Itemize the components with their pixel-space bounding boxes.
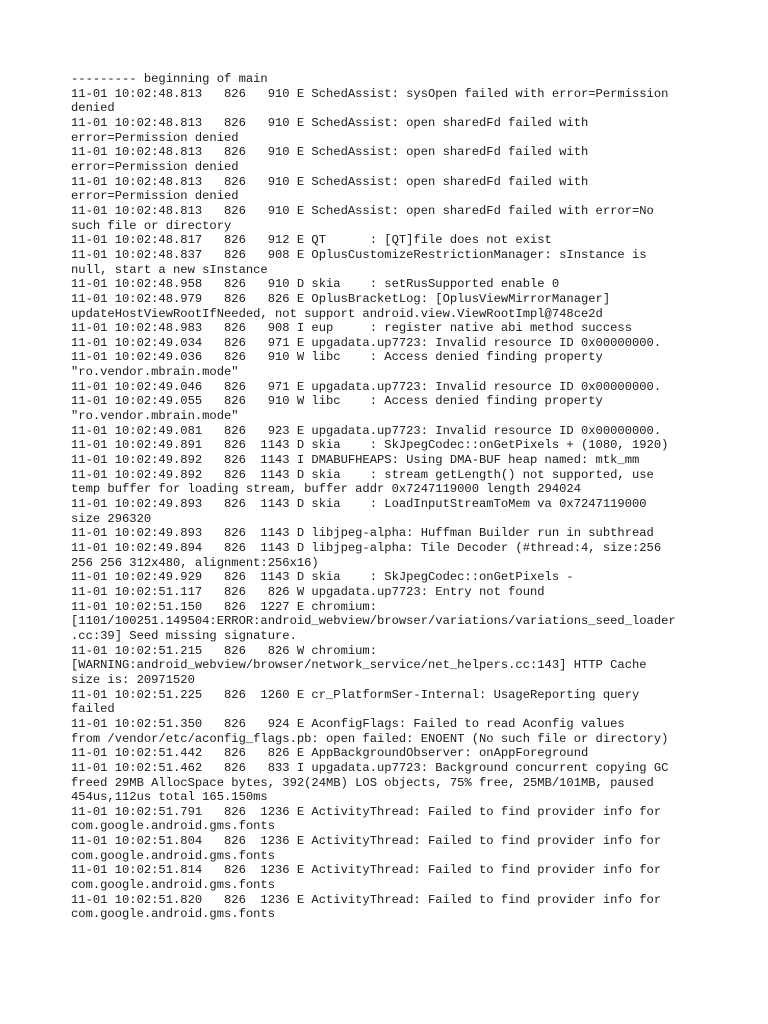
log-line: 11-01 10:02:48.813 826 910 E SchedAssist: sysOpen failed with error=Permission	[71, 86, 669, 101]
log-line: 11-01 10:02:48.979 826 826 E OplusBracketLog: [OplusViewMirrorManager]	[71, 291, 611, 306]
log-line: size 296320	[71, 511, 152, 526]
log-line: updateHostViewRootIfNeeded, not support android.view.ViewRootImpl@748ce2d	[71, 306, 603, 321]
log-line: com.google.android.gms.fonts	[71, 819, 275, 834]
log-line: 11-01 10:02:49.036 826 910 W libc : Access denied finding property	[71, 350, 603, 365]
log-line: 11-01 10:02:51.462 826 833 I upgadata.up7723: Background concurrent copying GC	[71, 760, 669, 775]
log-line: 11-01 10:02:48.817 826 912 E QT : [QT]file does not exist	[71, 233, 552, 248]
log-line: 11-01 10:02:49.081 826 923 E upgadata.up7723: Invalid resource ID 0x00000000.	[71, 423, 662, 438]
log-line: 11-01 10:02:49.034 826 971 E upgadata.up7723: Invalid resource ID 0x00000000.	[71, 335, 662, 350]
log-line: 11-01 10:02:49.892 826 1143 I DMABUFHEAPS: Using DMA-BUF heap named: mtk_mm	[71, 453, 640, 468]
log-line: size is: 20971520	[71, 672, 195, 687]
log-line: 11-01 10:02:51.150 826 1227 E chromium:	[71, 599, 377, 614]
log-line: 11-01 10:02:49.929 826 1143 D skia : SkJpegCodec::onGetPixels -	[71, 570, 574, 585]
log-line: freed 29MB AllocSpace bytes, 392(24MB) LOS objects, 75% free, 25MB/101MB, paused	[71, 775, 654, 790]
log-line: null, start a new sInstance	[71, 262, 268, 277]
log-line: 11-01 10:02:51.117 826 826 W upgadata.up7723: Entry not found	[71, 584, 545, 599]
log-line: [WARNING:android_webview/browser/network_service/net_helpers.cc:143] HTTP Cache	[71, 658, 647, 673]
log-line: 11-01 10:02:51.804 826 1236 E ActivityThread: Failed to find provider info for	[71, 834, 662, 849]
log-line: 11-01 10:02:49.892 826 1143 D skia : stream getLength() not supported, use	[71, 467, 654, 482]
log-line: error=Permission denied	[71, 159, 239, 174]
log-line: .cc:39] Seed missing signature.	[71, 628, 297, 643]
log-line: 11-01 10:02:51.225 826 1260 E cr_PlatformSer-Internal: UsageReporting query	[71, 687, 640, 702]
log-line: 11-01 10:02:49.893 826 1143 D skia : LoadInputStreamToMem va 0x7247119000	[71, 497, 647, 512]
log-line: error=Permission denied	[71, 130, 239, 145]
log-line: 11-01 10:02:51.814 826 1236 E ActivityThread: Failed to find provider info for	[71, 863, 662, 878]
log-line: 11-01 10:02:49.046 826 971 E upgadata.up7723: Invalid resource ID 0x00000000.	[71, 379, 662, 394]
log-line: 11-01 10:02:48.813 826 910 E SchedAssist: open sharedFd failed with error=No	[71, 203, 654, 218]
log-line: --------- beginning of main	[71, 72, 268, 86]
log-line: denied	[71, 101, 115, 116]
log-line: 11-01 10:02:51.791 826 1236 E ActivityThread: Failed to find provider info for	[71, 804, 662, 819]
log-line: 454us,112us total 165.150ms	[71, 790, 268, 805]
log-line: 11-01 10:02:48.813 826 910 E SchedAssist: open sharedFd failed with	[71, 115, 589, 130]
log-line: 11-01 10:02:49.893 826 1143 D libjpeg-alpha: Huffman Builder run in subthread	[71, 526, 654, 541]
log-line: 11-01 10:02:48.813 826 910 E SchedAssist: open sharedFd failed with	[71, 145, 589, 160]
log-document	[71, 72, 731, 922]
log-line: 11-01 10:02:49.055 826 910 W libc : Access denied finding property	[71, 394, 603, 409]
log-line: error=Permission denied	[71, 189, 239, 204]
log-line: [1101/100251.149504:ERROR:android_webview/browser/variations/variations_seed_loader	[71, 614, 676, 629]
log-line: from /vendor/etc/aconfig_flags.pb: open failed: ENOENT (No such file or directory)	[71, 731, 669, 746]
log-line: 11-01 10:02:48.813 826 910 E SchedAssist: open sharedFd failed with	[71, 174, 589, 189]
log-line: 11-01 10:02:51.820 826 1236 E ActivityThread: Failed to find provider info for	[71, 892, 662, 907]
log-line: 11-01 10:02:48.983 826 908 I eup : register native abi method success	[71, 321, 632, 336]
log-line: "ro.vendor.mbrain.mode"	[71, 365, 239, 380]
log-line: 256 256 312x480, alignment:256x16)	[71, 555, 319, 570]
log-line: 11-01 10:02:51.350 826 924 E AconfigFlags: Failed to read Aconfig values	[71, 716, 625, 731]
log-line: com.google.android.gms.fonts	[71, 878, 275, 893]
log-line: 11-01 10:02:49.894 826 1143 D libjpeg-alpha: Tile Decoder (#thread:4, size:256	[71, 541, 662, 555]
log-line: com.google.android.gms.fonts	[71, 907, 275, 922]
log-line: failed	[71, 702, 115, 717]
log-line: such file or directory	[71, 218, 232, 233]
log-line: com.google.android.gms.fonts	[71, 848, 275, 863]
log-line: 11-01 10:02:48.837 826 908 E OplusCustomizeRestrictionManager: sInstance is	[71, 247, 647, 262]
log-line: 11-01 10:02:49.891 826 1143 D skia : SkJpegCodec::onGetPixels + (1080, 1920)	[71, 438, 669, 453]
log-line: 11-01 10:02:51.215 826 826 W chromium:	[71, 643, 377, 658]
log-line: 11-01 10:02:51.442 826 826 E AppBackgroundObserver: onAppForeground	[71, 746, 589, 761]
log-line: 11-01 10:02:48.958 826 910 D skia : setRusSupported enable 0	[71, 277, 560, 292]
log-line: "ro.vendor.mbrain.mode"	[71, 409, 239, 424]
log-line: temp buffer for loading stream, buffer addr 0x7247119000 length 294024	[71, 482, 581, 497]
